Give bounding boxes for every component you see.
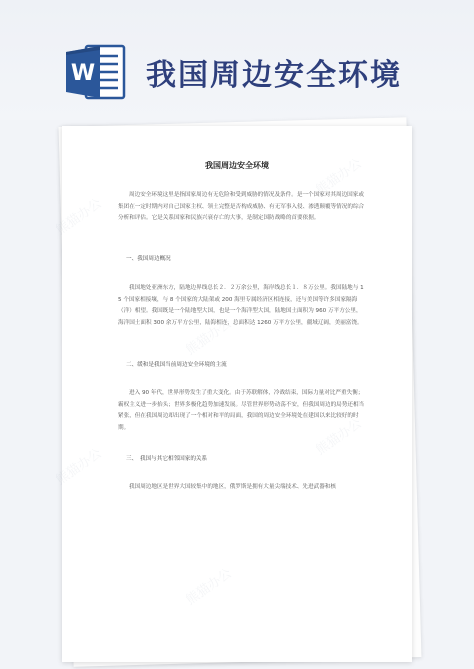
document-page	[53, 126, 412, 662]
word-document-icon	[64, 40, 128, 104]
watermark: 熊猫办公	[313, 416, 365, 459]
banner	[0, 0, 474, 120]
section-heading-2: 二、缓和是我国当前周边安全环境的主流	[126, 362, 227, 368]
watermark: 熊猫办公	[53, 196, 105, 239]
logo-letter: W	[70, 61, 96, 86]
paragraph-intro: 周边安全环境这里是指国家周边有无危险和受到威胁的情况及条件。是一个国家对其周边国家或集团在一定时期内对自己国家主权、领土完整是否构成威胁、有无军事入侵、渗透颠覆等情况的综合分析和评估。它是关系国家和民族兴衰存亡的大事，是制定国防战略的首要依据。	[118, 192, 365, 221]
watermark: 熊猫办公	[53, 446, 105, 489]
banner-title: 我国周边安全环境	[146, 58, 402, 93]
paragraph-overview: 我国地处亚洲东方，陆地边界线总长２．２万余公里，海岸线总长１．８万公里。我国陆地与 15 个国家相接壤，与 8 个国家的大陆架或 200 海里专属经济区相连接，还与美国等许多国家隔海（洋）相望。我国既是一个陆地型大国，也是一个海洋型大国，陆地国土面积为 960 万平方公里，海洋国土面积 300 余万平方公里，陆海相连，总面积达 1260 万平方公里，疆域辽阔，美丽富饶。	[118, 285, 364, 326]
watermark: 熊猫办公	[183, 566, 235, 609]
section-heading-1: 一、我国周边概况	[126, 256, 171, 262]
paragraph-neighbors: 我国周边地区是世界大国较集中的地区，俄罗斯是拥有大量尖端技术、先进武器和核	[129, 484, 336, 490]
paragraph-detente: 进入 90 年代，世界形势发生了重大变化。由于苏联解体，冷战结束，国际力量对比严重失衡；霸权主义进一步抬头；世界多极化趋势加速发展。尽管世界形势动荡不安，但我国周边的局势还相当紧张，但在我国周边却出现了一个相对和平的局面，我国的周边安全环境处在建国以来比较好的时期。	[118, 390, 365, 431]
watermark: 熊猫办公	[313, 156, 365, 199]
watermark: 熊猫办公	[183, 316, 235, 359]
document-title: 我国周边安全环境	[205, 161, 269, 170]
section-heading-3: 三、 我国与其它相邻国家的关系	[126, 456, 208, 462]
